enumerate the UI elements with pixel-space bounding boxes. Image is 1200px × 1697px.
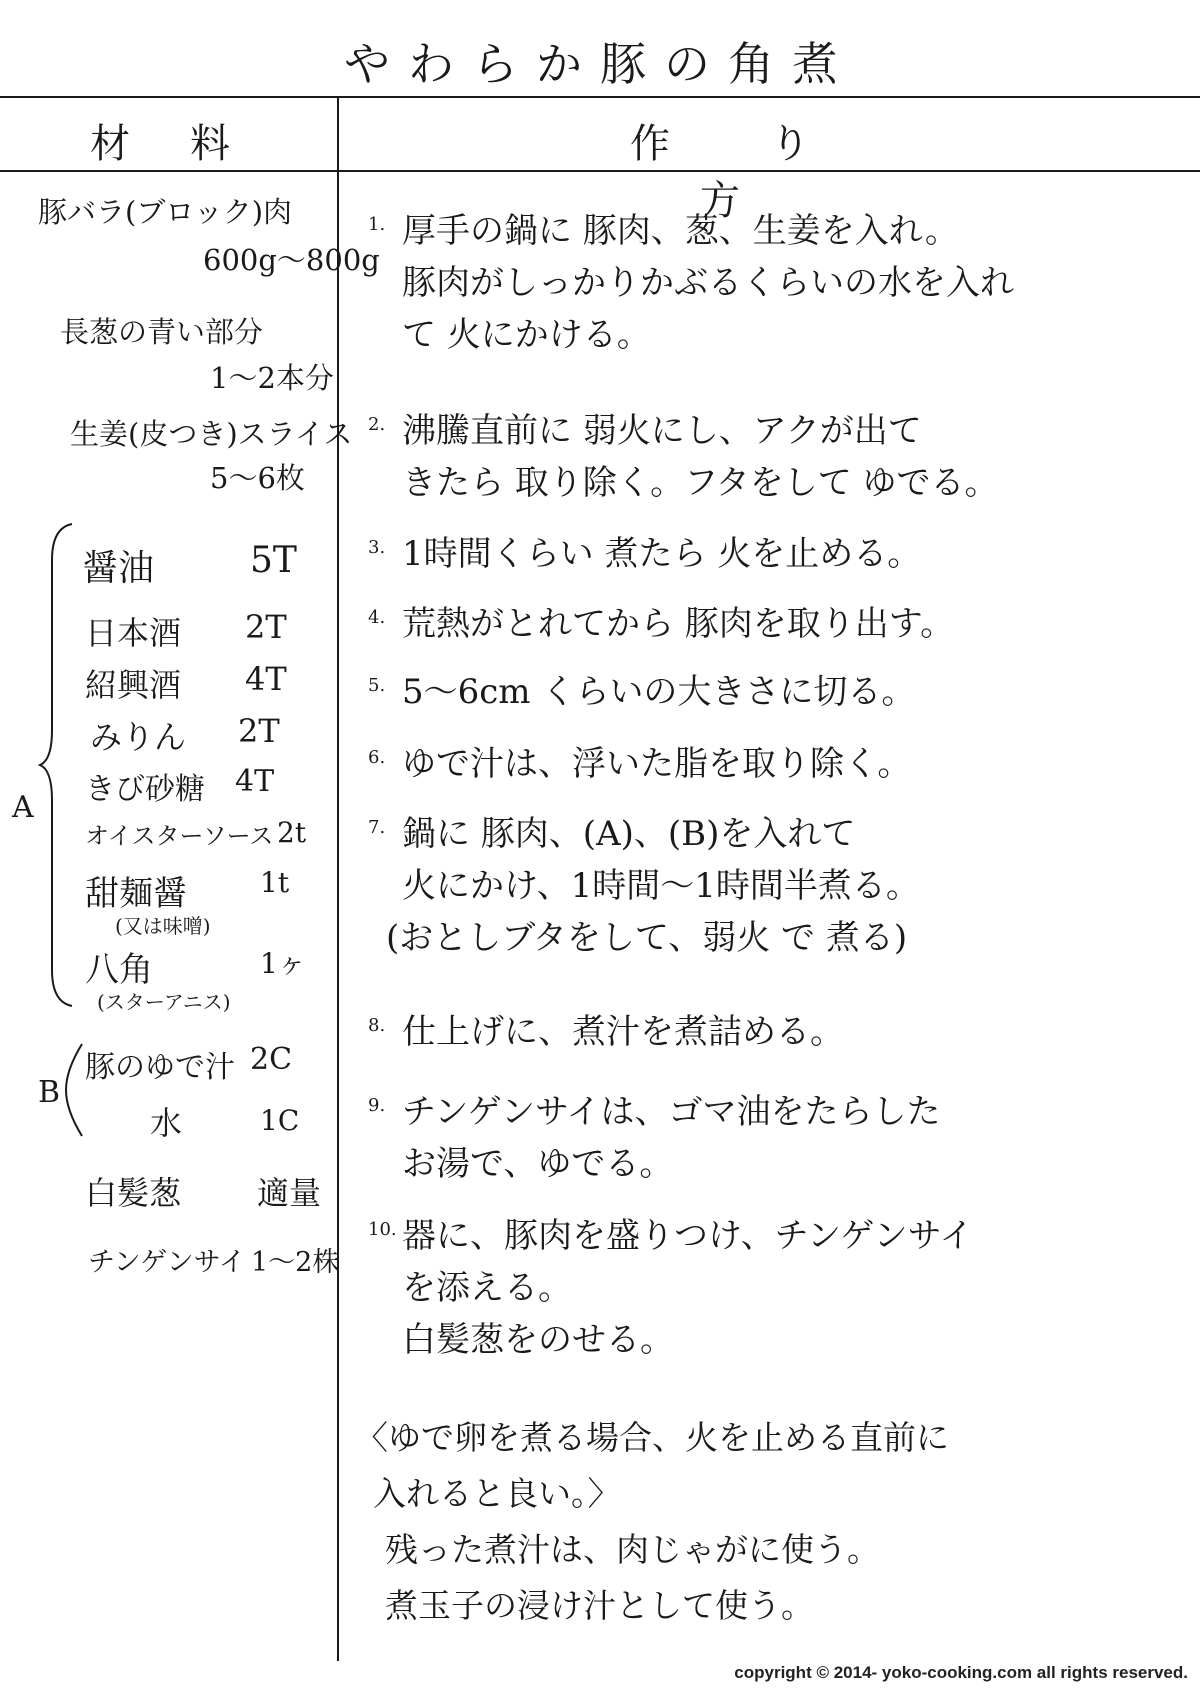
step-2: [370, 405, 1170, 509]
ingredient-qty: 5～6枚: [210, 461, 305, 495]
ingredient-qty: 適量: [257, 1174, 322, 1212]
step-4: [370, 598, 1170, 650]
a-item-sugar: [85, 764, 275, 808]
step-line: 1時間くらい 煮たら 火を止める。: [402, 534, 922, 574]
ingredient-note: (スターアニス): [97, 990, 231, 1014]
a-item-sake: [85, 608, 287, 654]
step-9: [370, 1086, 1170, 1190]
ingredient-qty: 5T: [250, 540, 297, 581]
copyright-notice: copyright © 2014- yoko-cooking.com all rights reserved.: [734, 1663, 1188, 1682]
a-item-soy: [82, 540, 297, 591]
step-6: [370, 738, 1170, 790]
step-line: チンゲンサイは、ゴマ油をたらした: [402, 1092, 941, 1132]
step-number: 8.: [368, 1015, 386, 1036]
step-line: を添える。: [402, 1268, 572, 1308]
step-10: [370, 1210, 1170, 1366]
ingredient-name: 紹興酒: [85, 666, 182, 704]
group-b-brace: [60, 1040, 86, 1140]
a-item-shaoxing: [85, 660, 287, 706]
page-title: やわらか豚の角煮: [344, 37, 856, 91]
step-line: (おとしブタをして、弱火 で 煮る): [386, 918, 908, 958]
step-line: 沸騰直前に 弱火にし、アクが出て: [402, 411, 922, 451]
step-1: [370, 205, 1170, 361]
ingredient-name: 豚バラ(ブロック)肉: [38, 195, 293, 229]
ingredient-name: 水: [150, 1104, 183, 1142]
ingredient-name: 醤油: [82, 548, 155, 589]
column-divider: [337, 96, 339, 1661]
extra-shiraga-negi: [85, 1168, 322, 1214]
step-line: 豚肉がしっかりかぶるくらいの水を入れ: [402, 263, 1014, 303]
step-line: お湯で、ゆでる。: [402, 1144, 674, 1184]
notes: [355, 1410, 1175, 1634]
table-top-rule: [0, 96, 1200, 98]
step-line: て 火にかける。: [402, 315, 651, 355]
ingredient-qty: 2T: [238, 712, 280, 750]
step-line: 器に、豚肉を盛りつけ、チンゲンサイ: [402, 1216, 974, 1256]
b-item-broth: [85, 1042, 293, 1086]
ingredient-qty: 600g～800g: [203, 243, 380, 277]
step-line: 仕上げに、煮汁を煮詰める。: [402, 1012, 844, 1052]
ingredient-pork: [38, 190, 380, 277]
step-number: 7.: [368, 817, 386, 838]
ingredient-qty: 1t: [260, 866, 290, 899]
step-line: 火にかけ、1時間～1時間半煮る。: [402, 866, 920, 906]
ingredient-qty: 4T: [245, 660, 287, 698]
ingredient-note: (又は味噌): [115, 914, 211, 938]
ingredient-ginger: [70, 412, 353, 495]
step-number: 5.: [368, 675, 386, 696]
group-b-label: B: [38, 1075, 61, 1110]
ingredient-name: 八角: [85, 950, 153, 990]
note-line: 〈ゆで卵を煮る場合、火を止める直前に: [355, 1418, 949, 1457]
a-item-star-anise: [85, 942, 306, 1014]
a-item-mirin: [90, 712, 280, 758]
step-number: 2.: [368, 414, 386, 435]
ingredient-name: きび砂糖: [85, 772, 205, 807]
ingredient-name: オイスターソース: [85, 822, 274, 850]
extra-chingensai: [88, 1240, 340, 1279]
group-a-label: A: [12, 790, 34, 825]
step-5: [370, 666, 1170, 718]
ingredient-name: 長葱の青い部分: [60, 315, 264, 349]
step-line: ゆで汁は、浮いた脂を取り除く。: [402, 744, 912, 784]
step-number: 10.: [368, 1219, 397, 1240]
ingredient-qty: 1C: [260, 1104, 300, 1137]
step-number: 6.: [368, 747, 386, 768]
step-number: 9.: [368, 1095, 386, 1116]
step-number: 3.: [368, 537, 386, 558]
step-number: 4.: [368, 607, 386, 628]
ingredient-qty: 1～2本分: [210, 361, 334, 395]
ingredient-qty: 2T: [245, 608, 287, 646]
step-line: 5～6cm くらいの大きさに切る。: [402, 672, 916, 712]
step-line: 荒熱がとれてから 豚肉を取り出す。: [402, 604, 955, 644]
note-line: 残った煮汁は、肉じゃがに使う。: [385, 1530, 880, 1569]
ingredient-name: 白髪葱: [85, 1174, 182, 1212]
step-line: 鍋に 豚肉、(A)、(B)を入れて: [402, 814, 856, 854]
ingredient-name: 日本酒: [85, 614, 182, 652]
step-line: 厚手の鍋に 豚肉、葱、生姜を入れ。: [402, 211, 959, 251]
ingredient-name: 豚のゆで汁: [85, 1050, 235, 1085]
b-item-water: [150, 1098, 300, 1144]
ingredient-name: 甜麺醤: [85, 874, 187, 914]
ingredient-name: 生姜(皮つき)スライス: [70, 417, 353, 451]
step-line: きたら 取り除く。フタをして ゆでる。: [402, 463, 999, 503]
group-a-brace: [38, 520, 78, 1010]
step-line: 白髪葱をのせる。: [402, 1320, 674, 1360]
step-number: 1.: [368, 214, 386, 235]
ingredient-negi: [60, 310, 334, 395]
ingredient-qty: 2C: [250, 1042, 293, 1077]
step-3: [370, 528, 1170, 580]
step-8: [370, 1006, 1170, 1058]
ingredient-qty: 1ヶ: [260, 947, 306, 980]
step-7: [370, 808, 1170, 964]
ingredient-qty: 4T: [235, 764, 275, 799]
a-item-oyster: [85, 816, 307, 851]
note-line: 煮玉子の浸け汁として使う。: [385, 1586, 814, 1625]
ingredient-name: チンゲンサイ: [88, 1247, 246, 1278]
note-line: 入れると良い。〉: [373, 1474, 621, 1513]
ingredient-qty: 2t: [277, 816, 307, 849]
ingredients-header: 材料: [90, 121, 290, 167]
method-header: 作り方: [630, 121, 910, 224]
a-item-tianmianjiang: [85, 866, 290, 938]
ingredient-name: みりん: [90, 718, 187, 756]
ingredient-qty: 1～2株: [251, 1247, 340, 1278]
